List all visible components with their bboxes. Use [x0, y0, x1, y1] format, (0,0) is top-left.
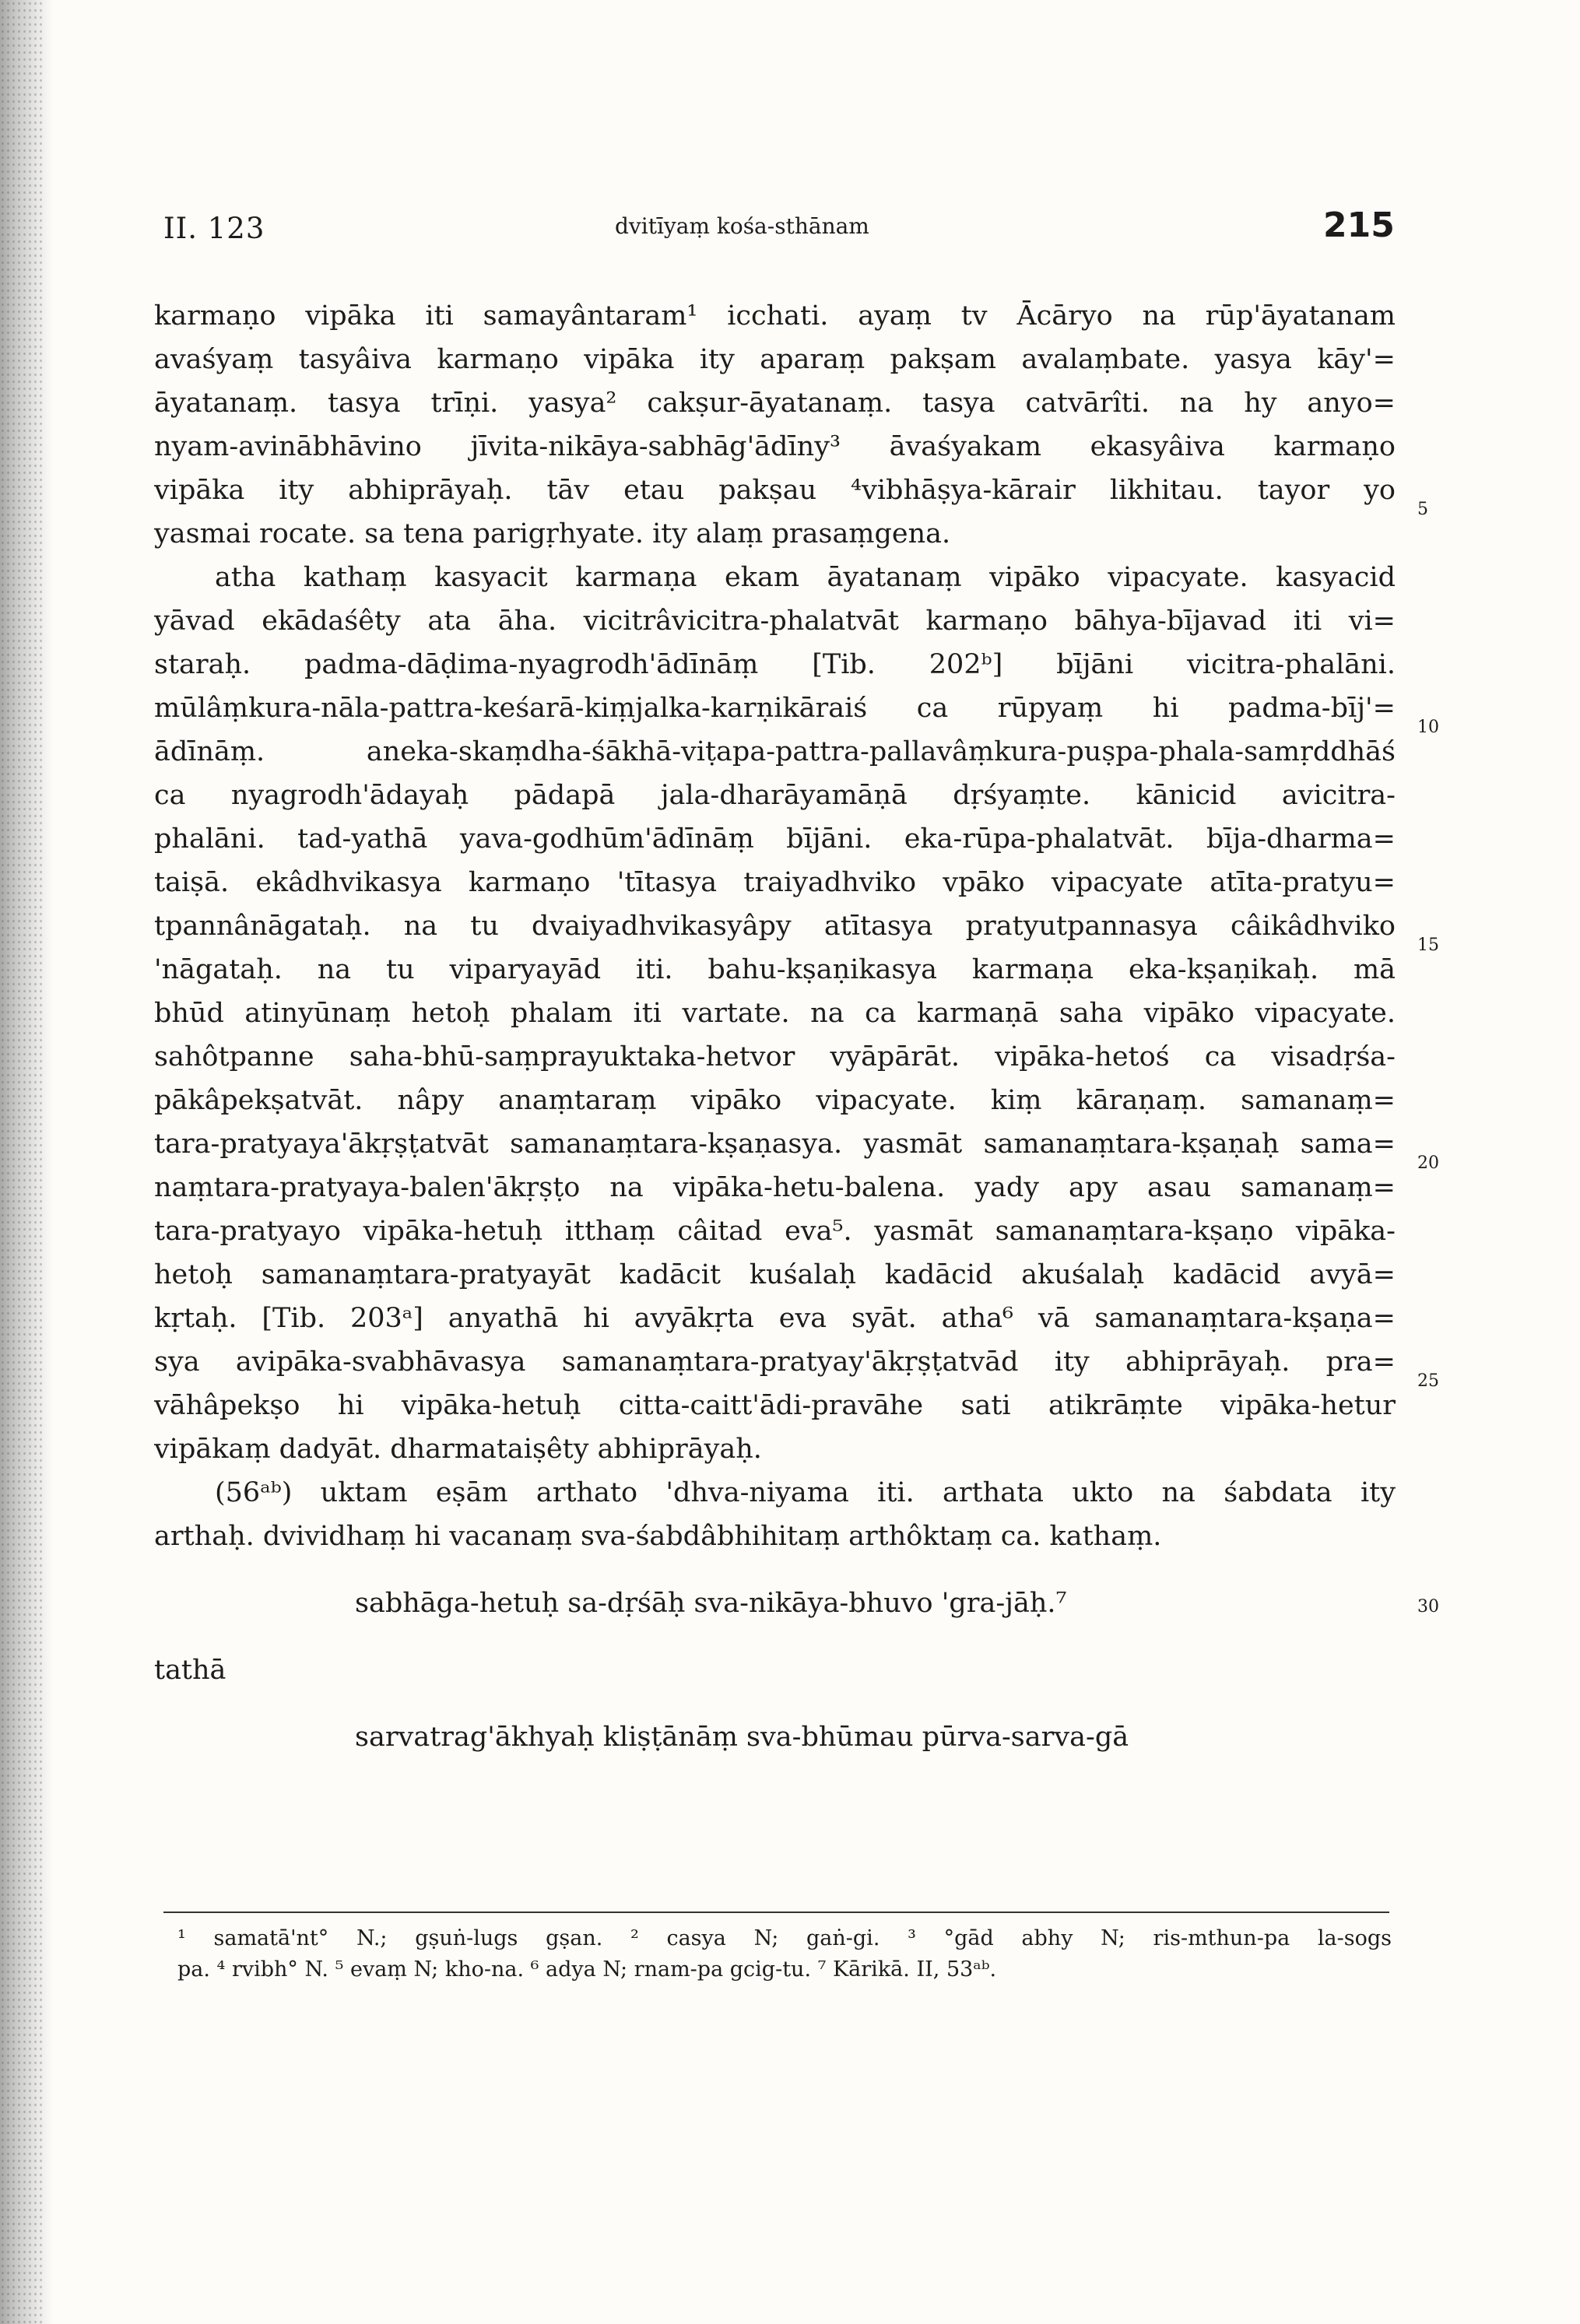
text-line: ca nyagrodh'ādayaḥ pādapā jala-dharāyamāṇā dṛśyaṃte. kānicid avicitra-: [154, 780, 1396, 811]
footnote-line: ¹ samatā'nt° N.; gṣuṅ-lugs gṣan. ² casya N; gaṅ-gi. ³ °gād abhy N; ris-mthun-pa la-sogs: [177, 1926, 1392, 1950]
line-number-marker: 15: [1417, 936, 1439, 955]
text-line: 'nāgataḥ. na tu viparyayād iti. bahu-kṣaṇikasya karmaṇa eka-kṣaṇikaḥ. mā: [154, 954, 1396, 985]
text-line: staraḥ. padma-dāḍima-nyagrodh'ādīnāṃ [Tib. 202ᵇ] bījāni vicitra-phalāni.: [154, 649, 1396, 680]
text-line: hetoḥ samanaṃtara-pratyayāt kadācit kuśalaḥ kadācid akuśalaḥ kadācid avyā=: [154, 1259, 1396, 1290]
running-header: [0, 205, 1580, 255]
text-line: vāhâpekṣo hi vipāka-hetuḥ citta-caitt'ādi-pravāhe sati atikrāṃte vipāka-hetur: [154, 1390, 1396, 1421]
text-line: taiṣā. ekâdhvikasya karmaṇo 'tītasya traiyadhviko vpāko vipacyate atīta-pratyu=: [154, 867, 1396, 898]
line-number-marker: 5: [1417, 500, 1428, 519]
text-line: nyam-avinābhāvino jīvita-nikāya-sabhāg'ādīny³ āvaśyakam ekasyâiva karmaṇo: [154, 431, 1396, 462]
verse-line: sabhāga-hetuḥ sa-dṛśāḥ sva-nikāya-bhuvo 'gra-jāḥ.⁷: [355, 1588, 1067, 1619]
text-line: arthaḥ. dvividhaṃ hi vacanaṃ sva-śabdâbhihitaṃ arthôktaṃ ca. kathaṃ.: [154, 1521, 1162, 1552]
line-number-marker: 25: [1417, 1371, 1439, 1391]
text-line: yāvad ekādaśêty ata āha. vicitrâvicitra-phalatvāt karmaṇo bāhya-bījavad iti vi=: [154, 606, 1396, 637]
text-line: naṃtara-pratyaya-balen'ākṛṣṭo na vipāka-hetu-balena. yady apy asau samanaṃ=: [154, 1172, 1396, 1203]
text-line: karmaṇo vipāka iti samayântaram¹ icchati. ayaṃ tv Ācāryo na rūp'āyatanam: [154, 300, 1396, 332]
text-line: avaśyaṃ tasyâiva karmaṇo vipāka ity aparaṃ pakṣam avalaṃbate. yasya kāy'=: [154, 344, 1396, 375]
main-text: [154, 294, 1396, 1759]
running-title: dvitīyaṃ kośa-sthānam: [615, 213, 869, 239]
line-number-marker: 20: [1417, 1153, 1439, 1173]
text-line: yasmai rocate. sa tena parigṛhyate. ity alaṃ prasaṃgena.: [154, 518, 951, 549]
text-line: phalāni. tad-yathā yava-godhūm'ādīnāṃ bījāni. eka-rūpa-phalatvāt. bīja-dharma=: [154, 823, 1396, 855]
text-line: āyatanaṃ. tasya trīṇi. yasya² cakṣur-āyatanaṃ. tasya catvārîti. na hy anyo=: [154, 388, 1396, 419]
text-line: bhūd atinyūnaṃ hetoḥ phalam iti vartate. na ca karmaṇā saha vipāko vipacyate.: [154, 998, 1396, 1029]
text-line: tathā: [154, 1655, 226, 1686]
page-number: 215: [1323, 205, 1395, 245]
text-line: ādīnāṃ. aneka-skaṃdha-śākhā-viṭapa-pattra-pallavâṃkura-puṣpa-phala-samṛddhāś: [154, 736, 1396, 767]
footnote-line: pa. ⁴ rvibh° N. ⁵ evaṃ N; kho-na. ⁶ adya N; rnam-pa gcig-tu. ⁷ Kārikā. II, 53ᵃᵇ.: [177, 1957, 997, 1982]
text-line: tara-pratyaya'ākṛṣṭatvāt samanaṃtara-kṣaṇasya. yasmāt samanaṃtara-kṣaṇaḥ sama=: [154, 1129, 1396, 1160]
text-line: vipāka ity abhiprāyaḥ. tāv etau pakṣau ⁴vibhāṣya-kārair likhitau. tayor yo: [154, 475, 1396, 506]
line-number-marker: 30: [1417, 1597, 1439, 1617]
text-line: (56ᵃᵇ) uktam eṣām arthato 'dhva-niyama iti. arthata ukto na śabdata ity: [215, 1477, 1396, 1508]
section-reference: II. 123: [163, 212, 265, 245]
text-line: tpannânāgataḥ. na tu dvaiyadhvikasyâpy atītasya pratyutpannasya câikâdhviko: [154, 911, 1396, 942]
scanned-page-edge-texture: [0, 0, 45, 2324]
text-line: pākâpekṣatvāt. nâpy anaṃtaraṃ vipāko vipacyate. kiṃ kāraṇaṃ. samanaṃ=: [154, 1085, 1396, 1116]
footnote-rule: [163, 1912, 1389, 1913]
text-line: vipākaṃ dadyāt. dharmataiṣêty abhiprāyaḥ.: [154, 1434, 762, 1465]
text-line: tara-pratyayo vipāka-hetuḥ itthaṃ câitad eva⁵. yasmāt samanaṃtara-kṣaṇo vipāka-: [154, 1216, 1396, 1247]
text-line: mūlâṃkura-nāla-pattra-keśarā-kiṃjalka-karṇikāraiś ca rūpyaṃ hi padma-bīj'=: [154, 693, 1396, 724]
verse-line: sarvatrag'ākhyaḥ kliṣṭānāṃ sva-bhūmau pūrva-sarva-gā: [355, 1722, 1129, 1753]
text-line: atha kathaṃ kasyacit karmaṇa ekam āyatanaṃ vipāko vipacyate. kasyacid: [215, 562, 1396, 593]
line-number-marker: 10: [1417, 718, 1439, 737]
text-line: sya avipāka-svabhāvasya samanaṃtara-pratyay'ākṛṣṭatvād ity abhiprāyaḥ. pra=: [154, 1346, 1396, 1378]
text-line: kṛtaḥ. [Tib. 203ᵃ] anyathā hi avyākṛta eva syāt. atha⁶ vā samanaṃtara-kṣaṇa=: [154, 1303, 1396, 1334]
text-line: sahôtpanne saha-bhū-saṃprayuktaka-hetvor vyāpārāt. vipāka-hetoś ca visadṛśa-: [154, 1041, 1396, 1072]
